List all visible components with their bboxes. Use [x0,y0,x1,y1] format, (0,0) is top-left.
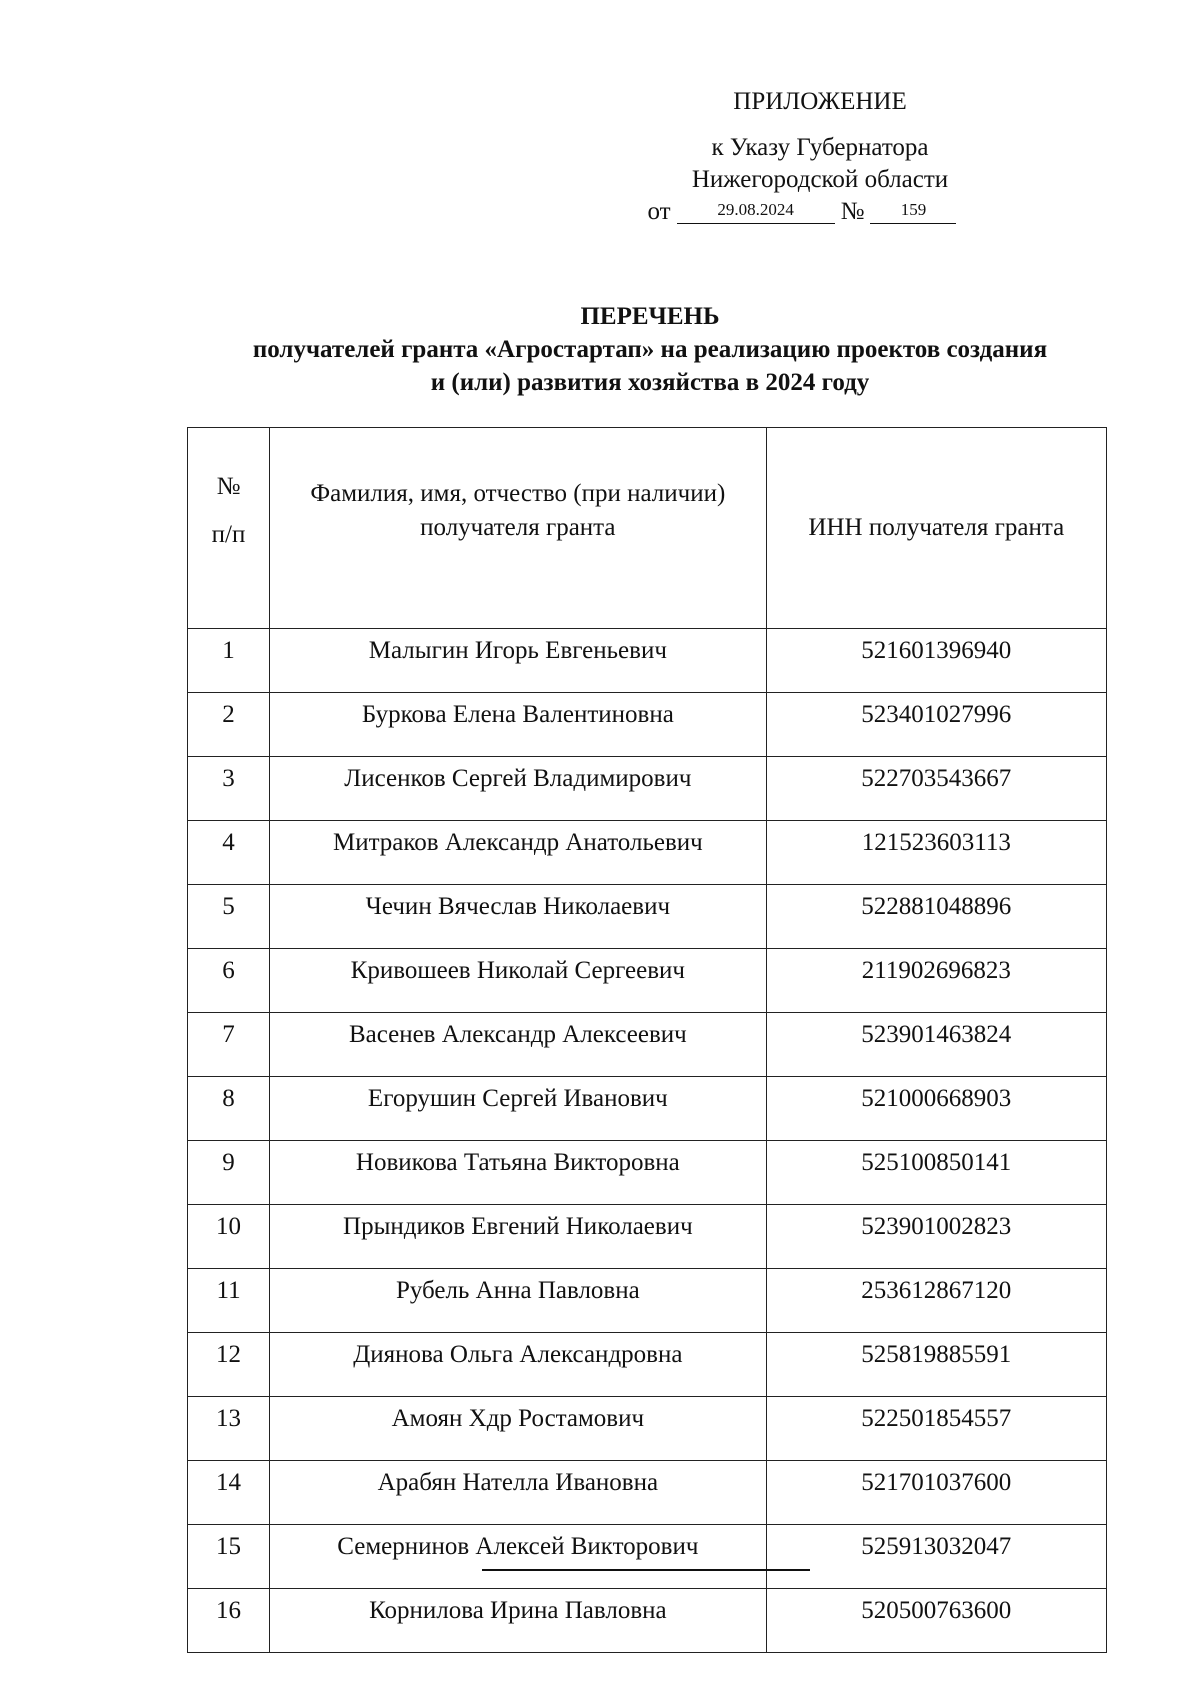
row-number: 14 [188,1461,270,1525]
table-row [188,1589,1107,1653]
recipient-name: Прындиков Евгений Николаевич [270,1205,767,1269]
recipient-name: Егорушин Сергей Иванович [270,1077,767,1141]
header-number [188,428,270,629]
header-number-sign: № [216,473,241,500]
table-row [188,1461,1107,1525]
recipient-inn: 521601396940 [766,629,1106,693]
row-number: 6 [188,949,270,1013]
table-row [188,949,1107,1013]
row-number: 16 [188,1589,270,1653]
recipient-name: Диянова Ольга Александровна [270,1333,767,1397]
recipient-inn: 522703543667 [766,757,1106,821]
number-sign: № [840,198,865,225]
recipient-inn: 121523603113 [766,821,1106,885]
date-prefix: от [647,198,671,225]
appendix-block [640,86,1000,228]
recipient-name: Васенев Александр Алексеевич [270,1013,767,1077]
row-number: 8 [188,1077,270,1141]
table-row [188,1333,1107,1397]
heading-subtitle-line2: и (или) развития хозяйства в 2024 году [430,369,870,396]
recipient-inn: 521701037600 [766,1461,1106,1525]
table-row [188,885,1107,949]
appendix-line-decree: к Указу Губернатора [711,134,929,161]
document-heading [150,300,1150,399]
header-name-line2: получателя гранта [420,514,616,541]
row-number: 12 [188,1333,270,1397]
decree-date: 29.08.2024 [677,199,835,224]
recipient-inn: 520500763600 [766,1589,1106,1653]
recipient-name: Корнилова Ирина Павловна [270,1589,767,1653]
row-number: 2 [188,693,270,757]
recipient-name: Семернинов Алексей Викторович [270,1525,767,1589]
row-number: 15 [188,1525,270,1589]
recipient-inn: 525913032047 [766,1525,1106,1589]
recipient-inn: 523901002823 [766,1205,1106,1269]
row-number: 11 [188,1269,270,1333]
heading-title: ПЕРЕЧЕНЬ [580,303,720,330]
table-row [188,1269,1107,1333]
recipient-name: Амоян Хдр Ростамович [270,1397,767,1461]
header-inn: ИНН получателя гранта [766,428,1106,629]
recipient-name: Чечин Вячеслав Николаевич [270,885,767,949]
recipient-name: Арабян Нателла Ивановна [270,1461,767,1525]
table-row [188,1077,1107,1141]
recipient-inn: 525819885591 [766,1333,1106,1397]
row-number: 9 [188,1141,270,1205]
recipient-inn: 521000668903 [766,1077,1106,1141]
end-separator-line [482,1569,810,1571]
table-row [188,629,1107,693]
table-row [188,821,1107,885]
heading-subtitle-line1: получателей гранта «Агростартап» на реализацию проектов создания [252,336,1048,363]
recipient-inn: 522501854557 [766,1397,1106,1461]
recipient-name: Рубель Анна Павловна [270,1269,767,1333]
row-number: 10 [188,1205,270,1269]
recipient-inn: 523401027996 [766,693,1106,757]
recipient-inn: 523901463824 [766,1013,1106,1077]
header-name-line1: Фамилия, имя, отчество (при наличии) [310,480,726,507]
recipient-name: Новикова Татьяна Викторовна [270,1141,767,1205]
appendix-line-region: Нижегородской области [691,166,949,193]
table-row [188,757,1107,821]
recipient-name: Митраков Александр Анатольевич [270,821,767,885]
recipient-name: Лисенков Сергей Владимирович [270,757,767,821]
table-header-row [188,428,1107,629]
row-number: 7 [188,1013,270,1077]
table-row [188,1397,1107,1461]
row-number: 4 [188,821,270,885]
table-row [188,1141,1107,1205]
recipient-name: Буркова Елена Валентиновна [270,693,767,757]
decree-number: 159 [870,199,956,224]
row-number: 5 [188,885,270,949]
recipient-name: Кривошеев Николай Сергеевич [270,949,767,1013]
recipient-inn: 211902696823 [766,949,1106,1013]
row-number: 13 [188,1397,270,1461]
table-row [188,1525,1107,1589]
recipient-name: Малыгин Игорь Евгеньевич [270,629,767,693]
recipient-inn: 525100850141 [766,1141,1106,1205]
row-number: 1 [188,629,270,693]
header-name [270,428,767,629]
appendix-title: ПРИЛОЖЕНИЕ [733,88,907,115]
recipients-table [187,427,1107,1653]
table-row [188,693,1107,757]
recipient-inn: 253612867120 [766,1269,1106,1333]
row-number: 3 [188,757,270,821]
decree-date-number [610,196,1000,228]
table-row [188,1013,1107,1077]
table-row [188,1205,1107,1269]
recipient-inn: 522881048896 [766,885,1106,949]
header-number-pp: п/п [211,521,246,548]
